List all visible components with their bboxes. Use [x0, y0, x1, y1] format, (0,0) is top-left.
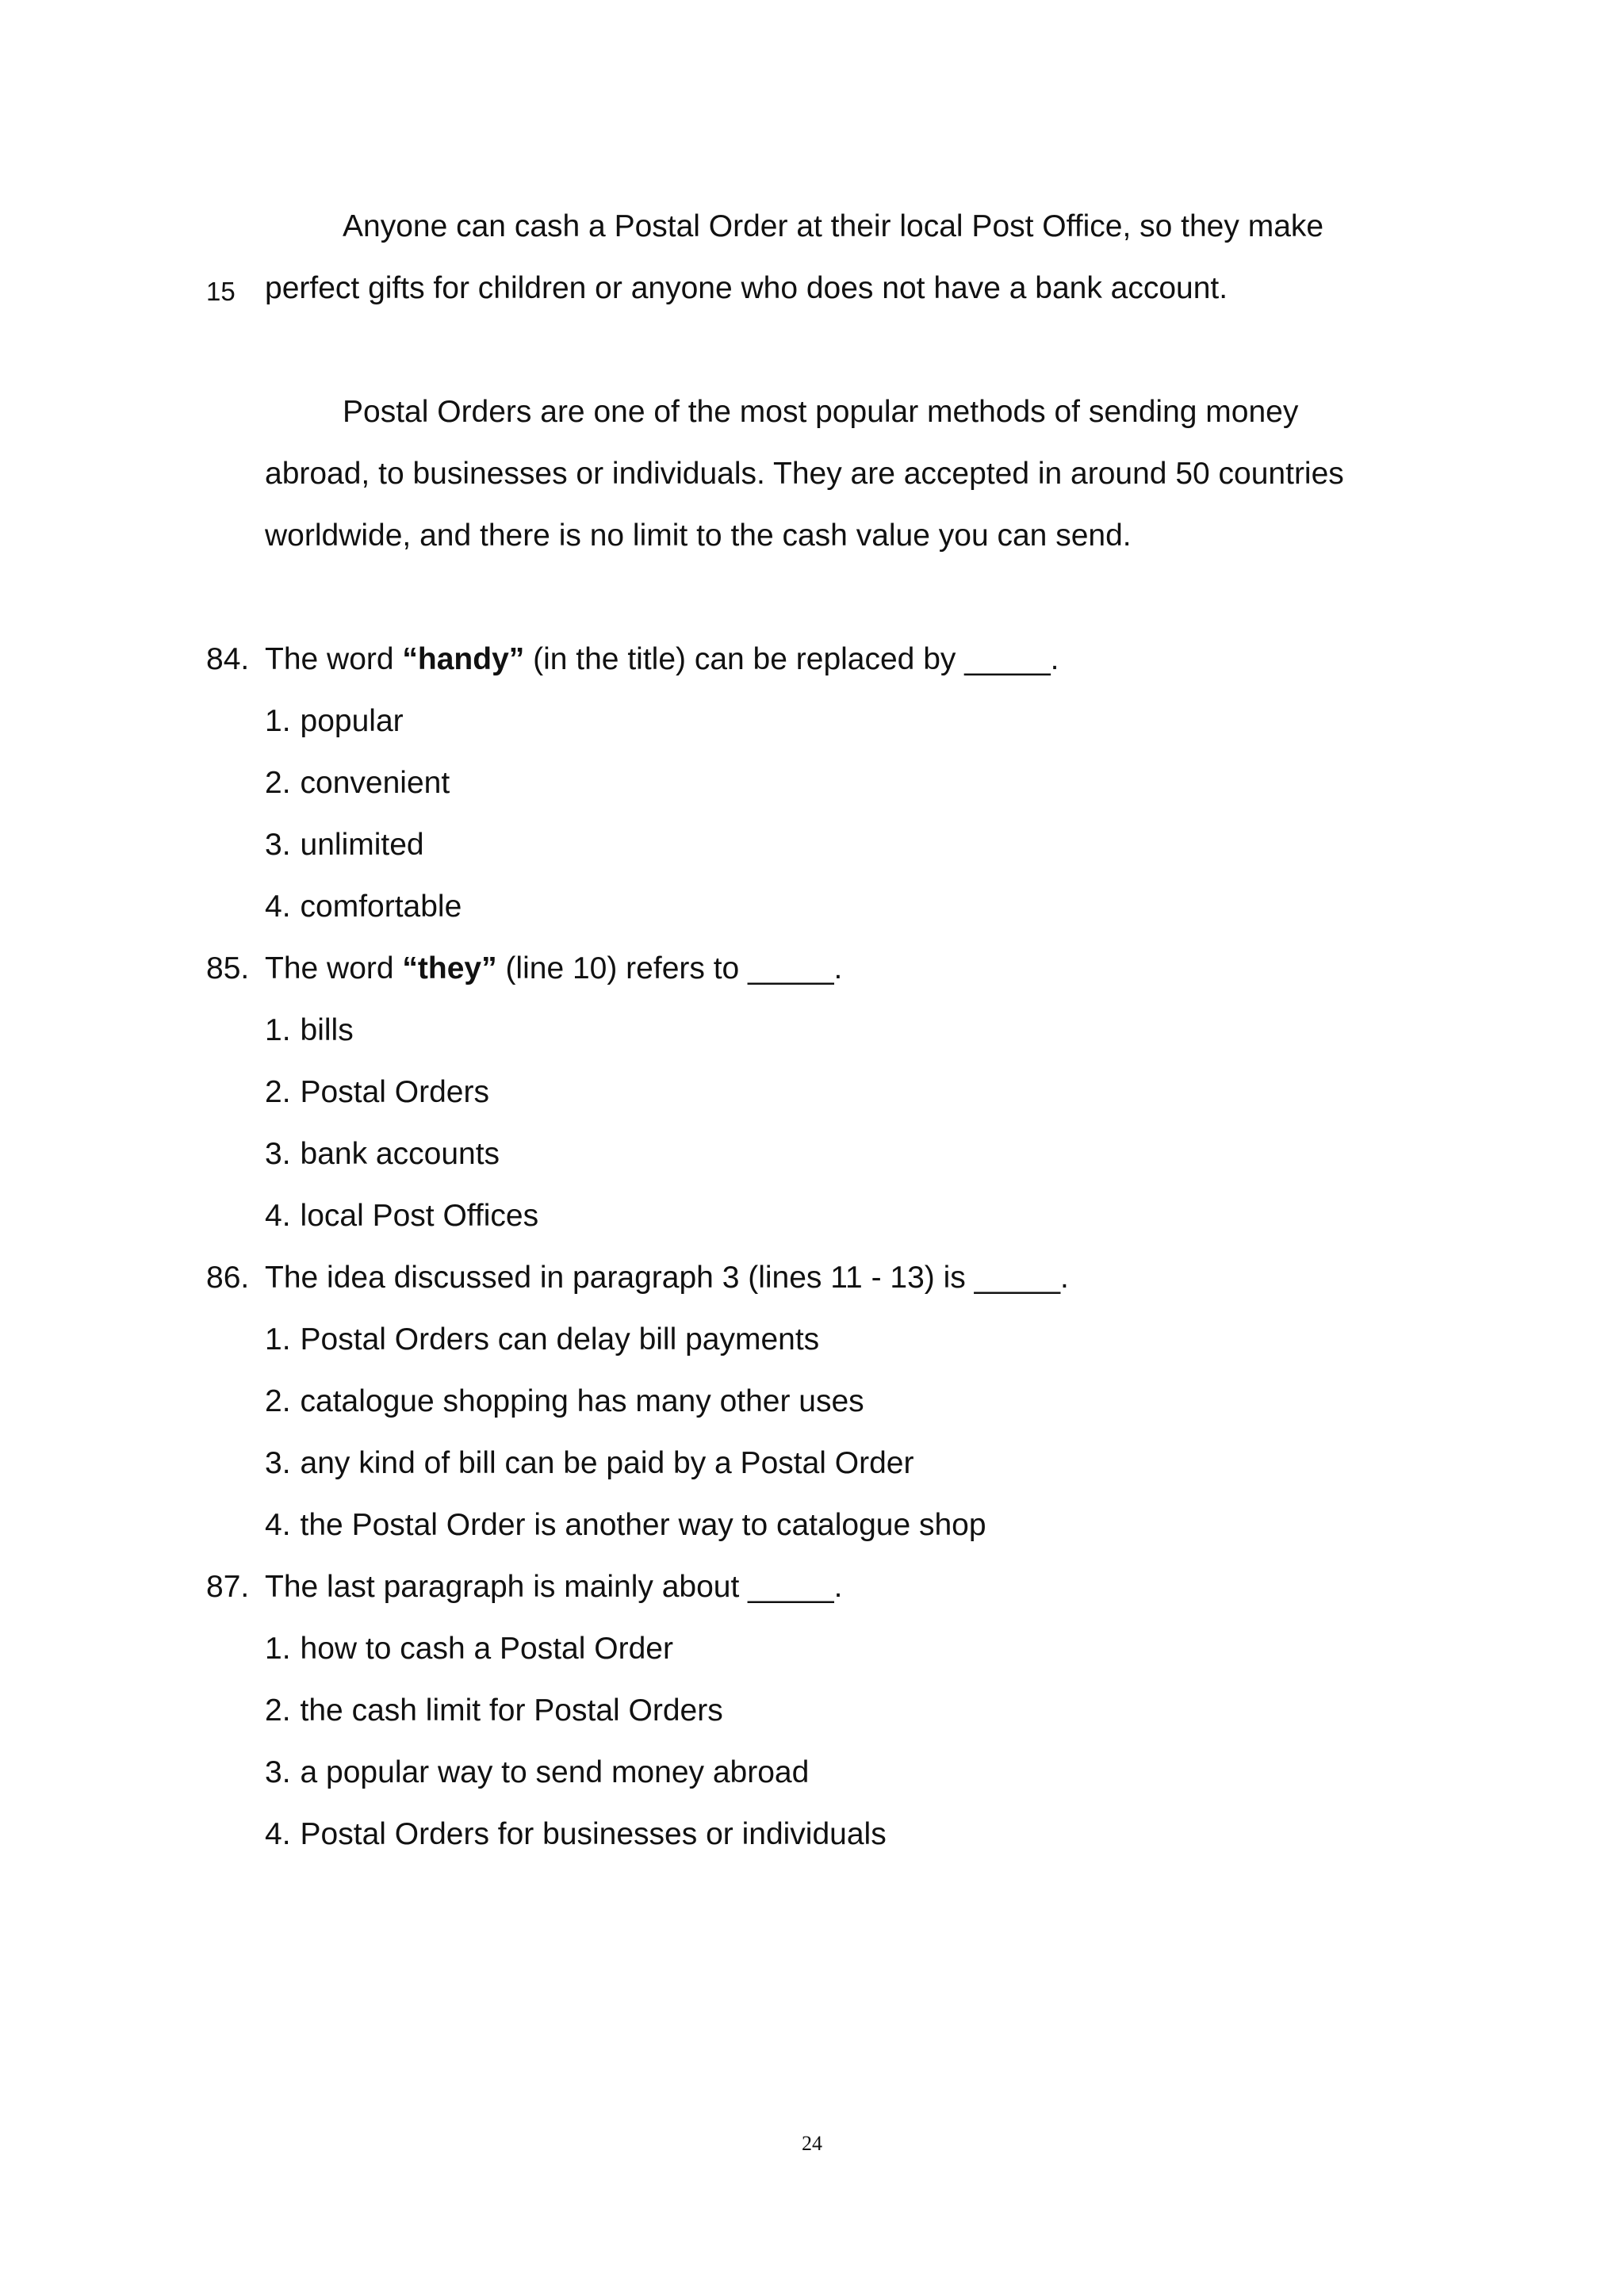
answer-option[interactable]: [265, 1506, 986, 1544]
question-stem-prefix: The word: [265, 642, 403, 676]
answer-option[interactable]: [265, 1197, 538, 1235]
option-text: catalogue shopping has many other uses: [300, 1384, 864, 1418]
option-number: 4.: [265, 1508, 291, 1542]
option-number: 1.: [265, 1013, 291, 1047]
option-text: local Post Offices: [300, 1199, 539, 1233]
question-stem: The last paragraph is mainly about _____.: [265, 1570, 843, 1604]
option-text: the Postal Order is another way to catalogue shop: [300, 1508, 986, 1542]
option-text: popular: [300, 704, 404, 738]
option-number: 2.: [265, 766, 291, 800]
option-text: unlimited: [300, 828, 424, 862]
page-number: 24: [802, 2132, 822, 2155]
passage-line: abroad, to businesses or individuals. They are accepted in around 50 countries: [265, 457, 1344, 491]
option-number: 4.: [265, 1199, 291, 1233]
answer-option[interactable]: [265, 1816, 887, 1854]
option-text: convenient: [300, 766, 450, 800]
question-number: 87.: [206, 1570, 250, 1604]
line-number: 15: [206, 277, 236, 306]
option-number: 4.: [265, 890, 291, 924]
answer-option[interactable]: [265, 702, 404, 740]
option-text: the cash limit for Postal Orders: [300, 1693, 723, 1728]
option-number: 2.: [265, 1384, 291, 1418]
answer-option[interactable]: [265, 888, 462, 926]
answer-option[interactable]: [265, 826, 424, 864]
answer-option[interactable]: [265, 1692, 723, 1730]
question-stem-prefix: The word: [265, 951, 403, 985]
answer-option[interactable]: [265, 1135, 500, 1173]
question-stem: [265, 641, 1059, 679]
question-stem: The idea discussed in paragraph 3 (lines 11 - 13) is _____.: [265, 1261, 1069, 1295]
option-number: 3.: [265, 828, 291, 862]
answer-option[interactable]: [265, 1754, 809, 1792]
option-text: how to cash a Postal Order: [300, 1632, 673, 1666]
passage-line: Anyone can cash a Postal Order at their local Post Office, so they make: [343, 209, 1324, 243]
option-text: Postal Orders can delay bill payments: [300, 1322, 820, 1357]
passage-line: Postal Orders are one of the most popular methods of sending money: [343, 395, 1299, 429]
option-text: any kind of bill can be paid by a Postal Order: [300, 1446, 914, 1480]
option-number: 2.: [265, 1075, 291, 1109]
answer-option[interactable]: [265, 1321, 819, 1359]
option-text: bills: [300, 1013, 354, 1047]
answer-option[interactable]: [265, 1383, 864, 1421]
passage-line: perfect gifts for children or anyone who does not have a bank account.: [265, 271, 1228, 305]
question-stem-suffix: (in the title) can be replaced by _____.: [524, 642, 1059, 676]
option-text: a popular way to send money abroad: [300, 1755, 810, 1789]
option-number: 1.: [265, 1322, 291, 1357]
question-keyword: “they”: [402, 951, 497, 985]
question-stem-suffix: (line 10) refers to _____.: [496, 951, 843, 985]
question-number: 86.: [206, 1261, 250, 1295]
option-number: 3.: [265, 1446, 291, 1480]
option-number: 1.: [265, 1632, 291, 1666]
answer-option[interactable]: [265, 1630, 673, 1668]
option-text: bank accounts: [300, 1137, 500, 1171]
answer-option[interactable]: [265, 1012, 354, 1050]
option-number: 1.: [265, 704, 291, 738]
answer-option[interactable]: [265, 764, 450, 802]
option-text: Postal Orders for businesses or individuals: [300, 1817, 887, 1851]
option-number: 3.: [265, 1137, 291, 1171]
option-text: comfortable: [300, 890, 462, 924]
option-number: 2.: [265, 1693, 291, 1728]
option-text: Postal Orders: [300, 1075, 489, 1109]
question-stem: [265, 950, 842, 988]
passage-line: worldwide, and there is no limit to the cash value you can send.: [265, 519, 1132, 553]
question-number: 85.: [206, 951, 250, 985]
question-number: 84.: [206, 642, 250, 676]
answer-option[interactable]: [265, 1073, 489, 1112]
option-number: 4.: [265, 1817, 291, 1851]
option-number: 3.: [265, 1755, 291, 1789]
answer-option[interactable]: [265, 1445, 914, 1483]
question-keyword: “handy”: [402, 642, 525, 676]
